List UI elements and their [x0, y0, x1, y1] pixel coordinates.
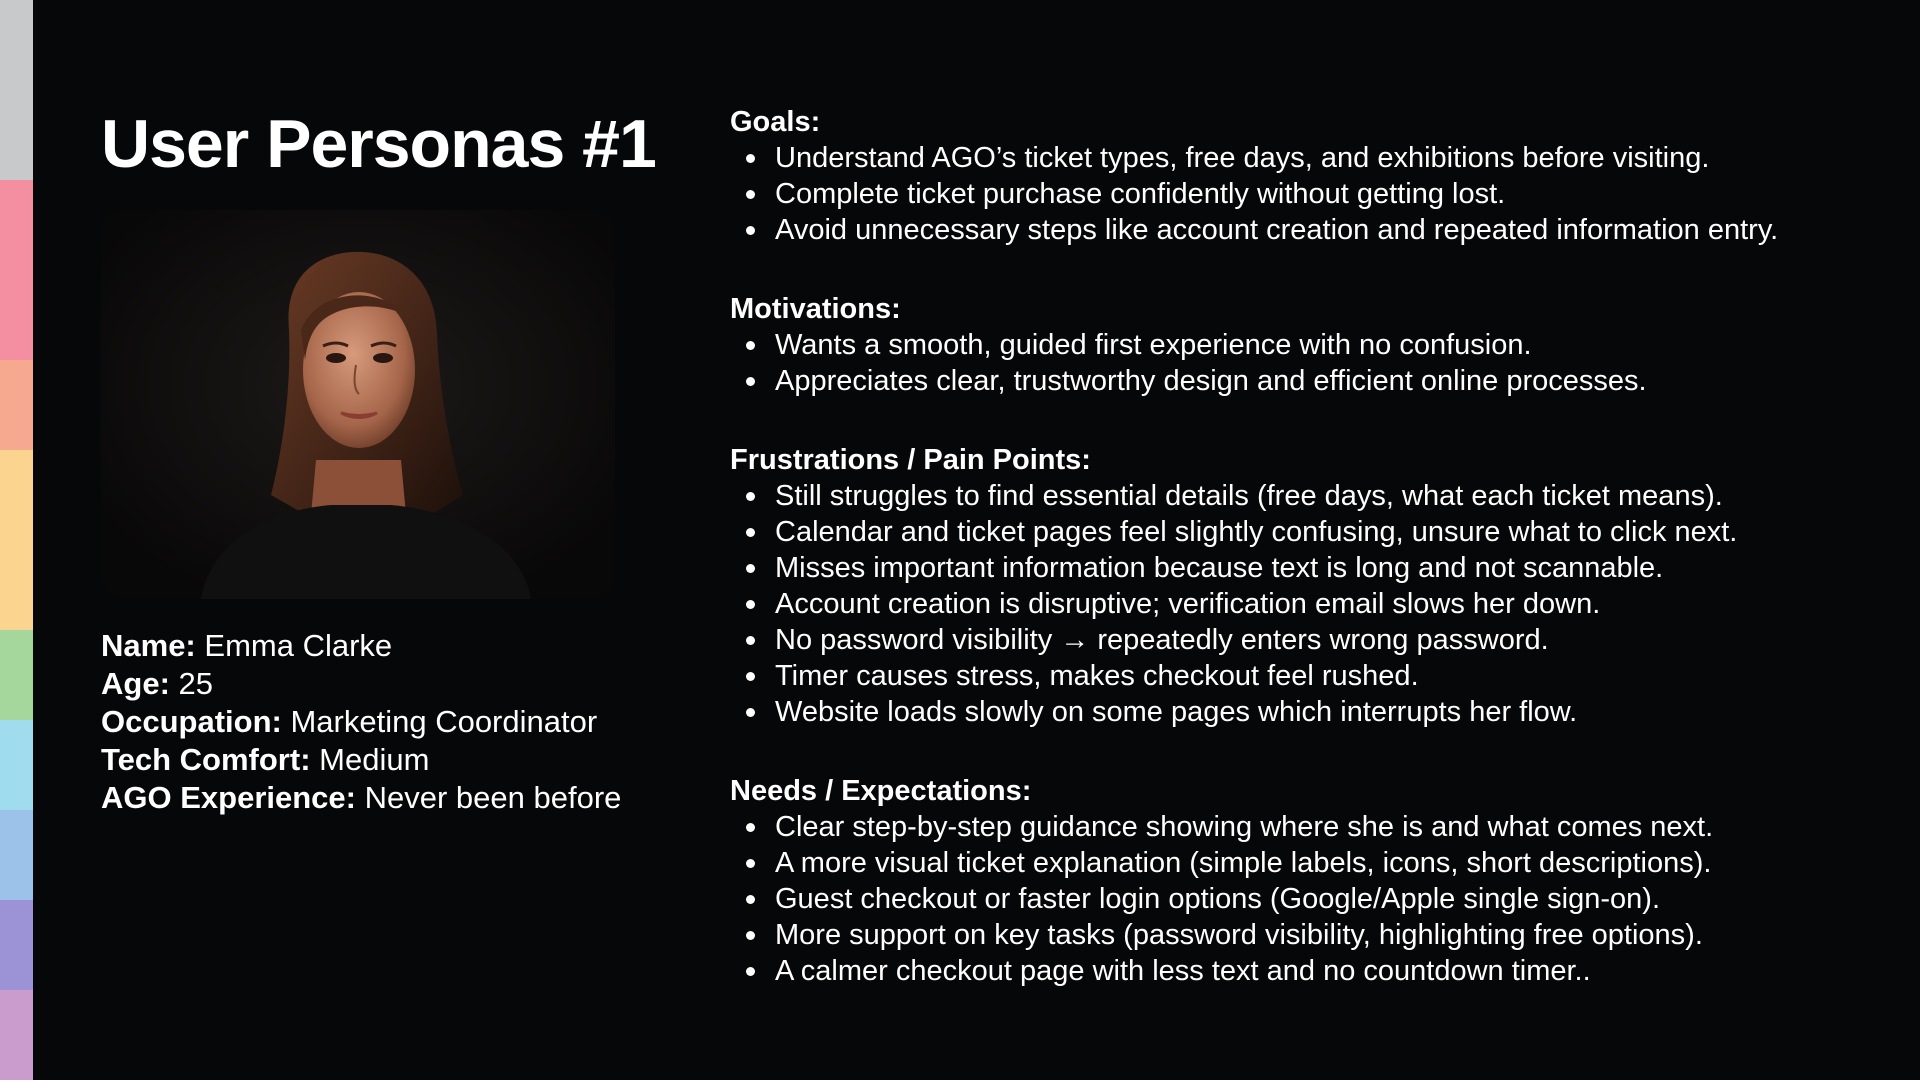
strip-segment-green [0, 630, 33, 720]
list-item [730, 953, 1900, 989]
needs-list [730, 809, 1900, 989]
bullet-icon [746, 564, 755, 573]
age-label: Age: [101, 666, 170, 701]
occupation-value: Marketing Coordinator [290, 704, 598, 739]
bullet-icon [746, 190, 755, 199]
list-item-text: Clear step-by-step guidance showing where she is and what comes next. [775, 811, 1714, 843]
bullet-icon [746, 859, 755, 868]
list-item-text: Calendar and ticket pages feel slightly confusing, unsure what to click next. [775, 516, 1738, 548]
list-item-text: Website loads slowly on some pages which interrupts her flow. [775, 696, 1578, 728]
persona-sections [730, 104, 1900, 1032]
persona-occupation-row [101, 703, 621, 741]
list-item-text: Timer causes stress, makes checkout feel rushed. [775, 660, 1419, 692]
age-value: 25 [178, 666, 213, 701]
list-item [730, 550, 1900, 586]
bullet-icon [746, 895, 755, 904]
goals-heading: Goals: [730, 106, 821, 138]
bullet-icon [746, 967, 755, 976]
goals-section [730, 104, 1900, 248]
strip-segment-salmon [0, 360, 33, 450]
needs-section [730, 773, 1900, 989]
list-item [730, 622, 1900, 658]
motivations-list [730, 327, 1900, 399]
bullet-icon [746, 154, 755, 163]
list-item-text: Appreciates clear, trustworthy design and efficient online processes. [775, 365, 1647, 397]
strip-segment-violet [0, 990, 33, 1080]
list-item-text: Guest checkout or faster login options (Google/Apple single sign-on). [775, 883, 1660, 915]
list-item [730, 694, 1900, 730]
list-item-text: Wants a smooth, guided first experience with no confusion. [775, 329, 1532, 361]
strip-segment-gray [0, 0, 33, 180]
strip-segment-purple [0, 900, 33, 990]
motivations-heading: Motivations: [730, 293, 901, 325]
list-item-text: Still struggles to find essential details (free days, what each ticket means). [775, 480, 1723, 512]
color-strip [0, 0, 33, 1080]
ago-experience-value: Never been before [364, 780, 622, 815]
bullet-icon [746, 600, 755, 609]
needs-heading: Needs / Expectations: [730, 775, 1032, 807]
occupation-label: Occupation: [101, 704, 282, 739]
bullet-icon [746, 377, 755, 386]
list-item-text: Avoid unnecessary steps like account creation and repeated information entry. [775, 214, 1779, 246]
bullet-icon [746, 226, 755, 235]
list-item [730, 140, 1900, 176]
bullet-icon [746, 341, 755, 350]
persona-details [101, 627, 621, 817]
list-item [730, 327, 1900, 363]
list-item-text: More support on key tasks (password visibility, highlighting free options). [775, 919, 1703, 951]
bullet-icon [746, 492, 755, 501]
frustrations-list [730, 478, 1900, 730]
list-item [730, 845, 1900, 881]
goals-list [730, 140, 1900, 248]
tech-comfort-value: Medium [319, 742, 430, 777]
list-item-text: Misses important information because text is long and not scannable. [775, 552, 1664, 584]
list-item [730, 514, 1900, 550]
list-item [730, 478, 1900, 514]
strip-segment-pink [0, 180, 33, 360]
bullet-icon [746, 636, 755, 645]
bullet-icon [746, 823, 755, 832]
bullet-icon [746, 708, 755, 717]
frustrations-section [730, 442, 1900, 730]
ago-experience-label: AGO Experience: [101, 780, 356, 815]
bullet-icon [746, 931, 755, 940]
list-item-text: No password visibility → repeatedly enters wrong password. [775, 624, 1549, 656]
persona-age-row [101, 665, 621, 703]
tech-comfort-label: Tech Comfort: [101, 742, 311, 777]
frustrations-heading: Frustrations / Pain Points: [730, 444, 1091, 476]
list-item [730, 809, 1900, 845]
portrait-photo-icon [101, 210, 615, 599]
persona-name-row [101, 627, 621, 665]
persona-tech-comfort-row [101, 741, 621, 779]
list-item [730, 176, 1900, 212]
name-value: Emma Clarke [204, 628, 393, 663]
list-item [730, 212, 1900, 248]
list-item-text: A calmer checkout page with less text and no countdown timer.. [775, 955, 1591, 987]
list-item [730, 658, 1900, 694]
page-title: User Personas #1 [101, 106, 656, 182]
list-item [730, 363, 1900, 399]
list-item-text: A more visual ticket explanation (simple labels, icons, short descriptions). [775, 847, 1712, 879]
motivations-section [730, 291, 1900, 399]
list-item [730, 586, 1900, 622]
list-item-text: Complete ticket purchase confidently without getting lost. [775, 178, 1506, 210]
bullet-icon [746, 528, 755, 537]
persona-photo [101, 210, 615, 599]
strip-segment-cyan [0, 720, 33, 810]
name-label: Name: [101, 628, 196, 663]
bullet-icon [746, 672, 755, 681]
list-item [730, 917, 1900, 953]
list-item [730, 881, 1900, 917]
strip-segment-blue [0, 810, 33, 900]
persona-ago-experience-row [101, 779, 621, 817]
list-item-text: Understand AGO’s ticket types, free days, and exhibitions before visiting. [775, 142, 1710, 174]
list-item-text: Account creation is disruptive; verification email slows her down. [775, 588, 1601, 620]
strip-segment-yellow [0, 450, 33, 630]
